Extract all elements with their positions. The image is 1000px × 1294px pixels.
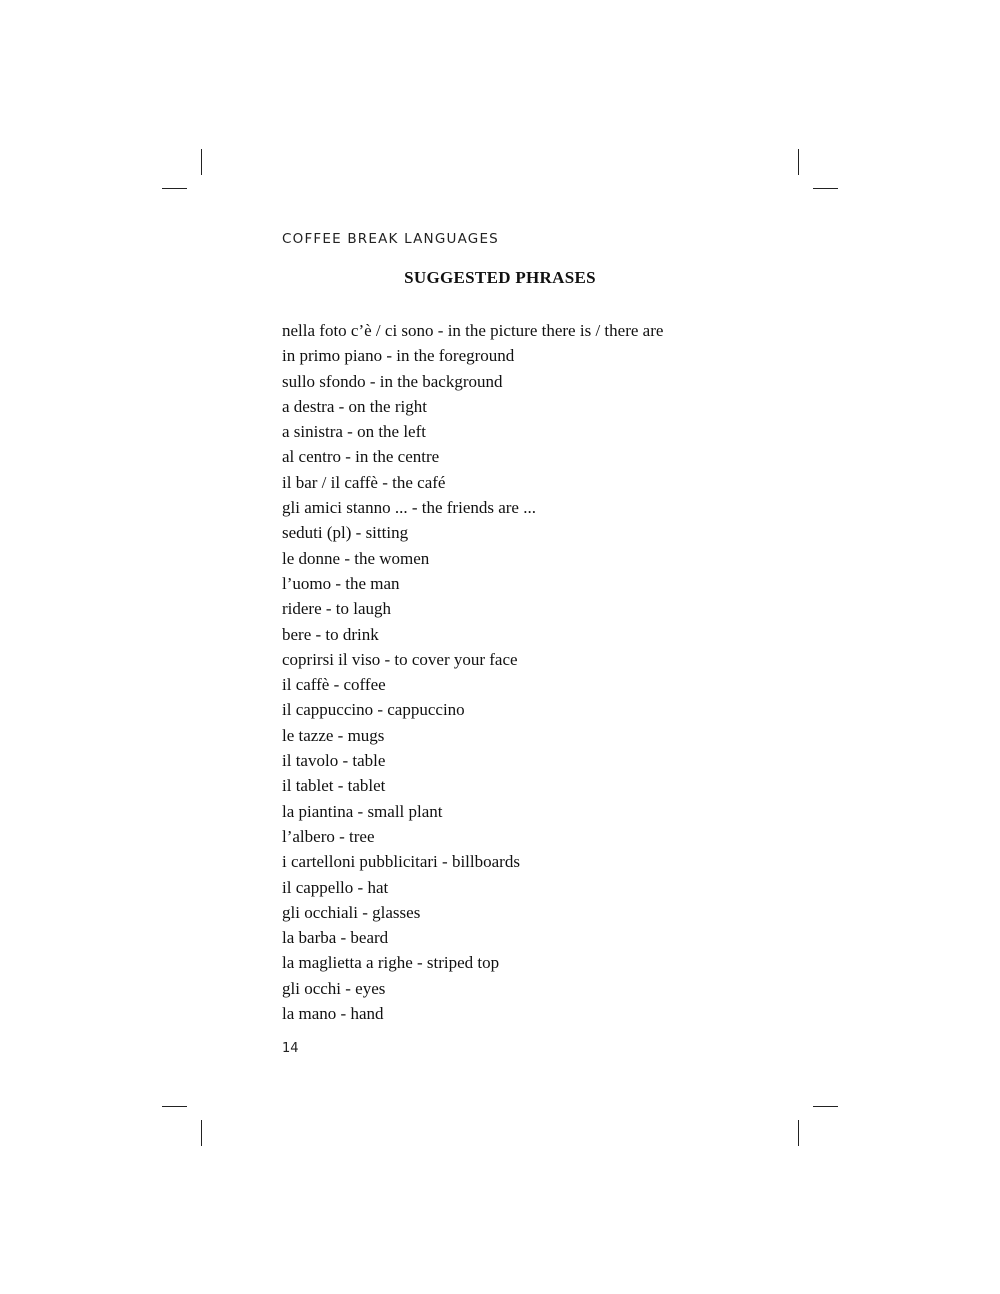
phrase-item: l’albero - tree bbox=[282, 826, 375, 846]
phrase-item: a sinistra - on the left bbox=[282, 422, 426, 442]
crop-mark-bottom-left-vertical bbox=[201, 1120, 202, 1146]
crop-mark-bottom-right-horizontal bbox=[813, 1106, 838, 1107]
phrase-item: gli amici stanno ... - the friends are ... bbox=[282, 498, 536, 518]
crop-mark-top-left-vertical bbox=[201, 149, 202, 175]
phrase-item: il cappello - hat bbox=[282, 877, 389, 897]
crop-mark-top-left-horizontal bbox=[162, 188, 187, 189]
phrase-item: il cappuccino - cappuccino bbox=[282, 700, 465, 720]
phrase-item: il tavolo - table bbox=[282, 751, 386, 771]
phrase-item: sullo sfondo - in the background bbox=[282, 371, 503, 391]
phrase-item: il bar / il caffè - the café bbox=[282, 472, 446, 492]
page-number: 14 bbox=[282, 1041, 299, 1056]
phrase-item: gli occhi - eyes bbox=[282, 978, 386, 998]
phrase-item: bere - to drink bbox=[282, 624, 379, 644]
phrase-item: i cartelloni pubblicitari - billboards bbox=[282, 852, 520, 872]
phrase-list bbox=[282, 318, 663, 1026]
crop-mark-top-right-horizontal bbox=[813, 188, 838, 189]
phrase-item: il caffè - coffee bbox=[282, 675, 386, 695]
running-head: COFFEE BREAK LANGUAGES bbox=[282, 231, 499, 247]
phrase-item: al centro - in the centre bbox=[282, 447, 440, 467]
phrase-item: ridere - to laugh bbox=[282, 599, 392, 619]
crop-mark-bottom-left-horizontal bbox=[162, 1106, 187, 1107]
phrase-item: l’uomo - the man bbox=[282, 573, 400, 593]
phrase-item: in primo piano - in the foreground bbox=[282, 346, 515, 366]
phrase-item: le donne - the women bbox=[282, 548, 430, 568]
phrase-item: la maglietta a righe - striped top bbox=[282, 953, 500, 973]
phrase-item: a destra - on the right bbox=[282, 396, 427, 416]
crop-mark-bottom-right-vertical bbox=[798, 1120, 799, 1146]
phrase-item: coprirsi il viso - to cover your face bbox=[282, 649, 518, 669]
phrase-item: seduti (pl) - sitting bbox=[282, 523, 409, 543]
section-title: SUGGESTED PHRASES bbox=[404, 268, 596, 287]
phrase-item: la mano - hand bbox=[282, 1004, 384, 1024]
phrase-item: le tazze - mugs bbox=[282, 725, 385, 745]
phrase-item: gli occhiali - glasses bbox=[282, 902, 421, 922]
phrase-item: la piantina - small plant bbox=[282, 801, 443, 821]
phrase-item: il tablet - tablet bbox=[282, 776, 386, 796]
phrase-item: nella foto c’è / ci sono - in the picture there is / there are bbox=[282, 321, 664, 340]
crop-mark-top-right-vertical bbox=[798, 149, 799, 175]
phrase-item: la barba - beard bbox=[282, 928, 389, 948]
